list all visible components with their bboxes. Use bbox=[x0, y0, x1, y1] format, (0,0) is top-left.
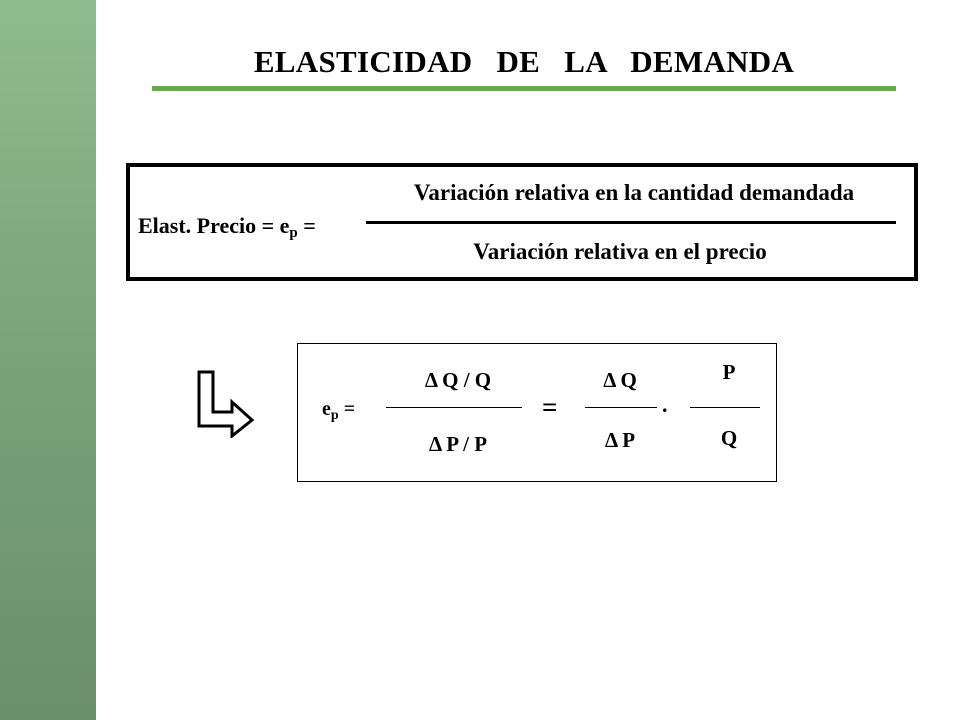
formula-lhs bbox=[322, 398, 355, 424]
fraction2-numerator: Δ Q bbox=[603, 368, 637, 392]
definition-lhs-text: Elast. Precio = e bbox=[138, 213, 290, 238]
formula-lhs-equals: = bbox=[338, 398, 356, 420]
definition-lhs-subscript: p bbox=[289, 225, 298, 241]
fraction3-line bbox=[690, 407, 760, 408]
title-underline bbox=[152, 86, 896, 91]
formula-lhs-e: e bbox=[322, 398, 331, 420]
down-right-arrow-icon bbox=[196, 370, 256, 443]
definition-lhs-equals: = bbox=[297, 213, 316, 238]
definition-lhs bbox=[138, 213, 316, 242]
fraction2-denominator: Δ P bbox=[604, 428, 636, 452]
formula-equals: = bbox=[542, 392, 558, 422]
fraction3-numerator: P bbox=[722, 360, 736, 384]
definition-box bbox=[126, 163, 918, 281]
formula-box bbox=[297, 343, 777, 482]
definition-fraction-line bbox=[366, 221, 896, 224]
decorative-sidebar bbox=[0, 0, 96, 720]
fraction1-line bbox=[386, 407, 522, 408]
definition-numerator: Variación relativa en la cantidad demandada bbox=[413, 180, 855, 205]
fraction3-denominator: Q bbox=[720, 426, 738, 450]
fraction1-denominator: Δ P / P bbox=[428, 432, 488, 456]
multiply-dot: . bbox=[662, 392, 668, 417]
slide-title: ELASTICIDAD DE LA DEMANDA bbox=[253, 44, 795, 79]
definition-denominator: Variación relativa en el precio bbox=[473, 239, 767, 264]
fraction1-numerator: Δ Q / Q bbox=[424, 368, 492, 392]
fraction2-line bbox=[585, 407, 657, 408]
formula-lhs-subscript: p bbox=[330, 408, 339, 423]
